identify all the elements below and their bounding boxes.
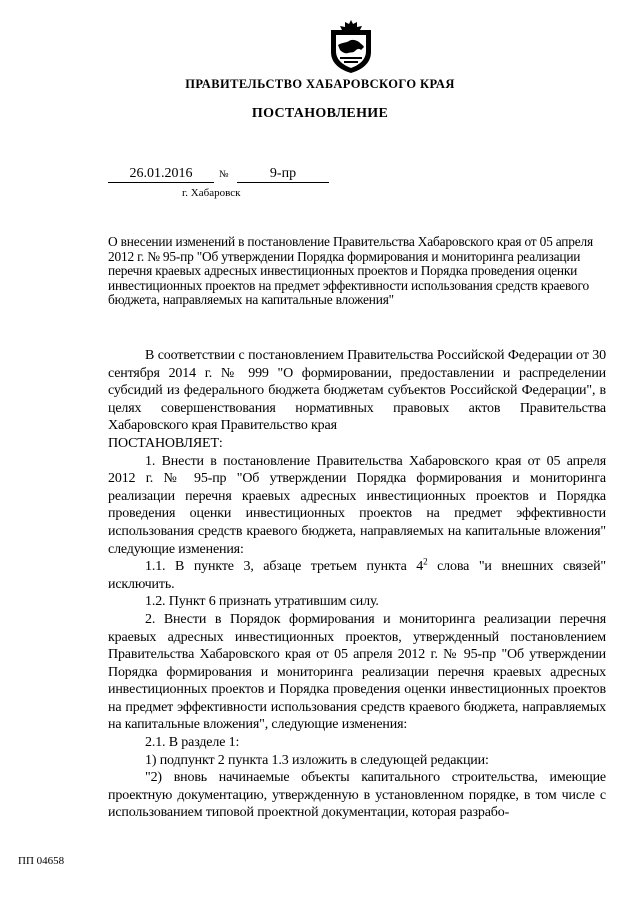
document-body — [108, 347, 606, 822]
paragraph-1-2: 1.2. Пункт 6 признать утратившим силу. — [145, 594, 379, 610]
city: г. Хабаровск — [182, 187, 241, 199]
document-type: ПОСТАНОВЛЕНИЕ — [251, 106, 389, 121]
paragraph-1-1-start: 1.1. В пункте 3, абзаце третьем пункта 4 — [145, 559, 424, 575]
paragraph-1-1-end: слова "и внешних связей" исключить. — [108, 559, 606, 592]
footer-code: ПП 04658 — [18, 855, 65, 867]
paragraph-1: 1. Внести в постановление Правительства Хабаровского края от 05 апреля 2012 г. № 95-пр "Об утверждении Порядка формирования и мониторинга реализации перечня краевых адресных инвестиционных проектов и Порядка проведения оценки инвестиционных проектов на предмет эффективности использования средств краевого бюджета, направляемых на капитальные вложения" следующие изменения: — [108, 453, 606, 557]
paragraph-quote: "2) вновь начинаемые объекты капитального строительства, имеющие проектную документацию, утвержденную в установленном порядке, в том числе с использованием типовой проектной документации, которая разрабо- — [108, 770, 606, 821]
paragraph-2: 2. Внести в Порядок формирования и мониторинга реализации перечня краевых адресных инвестиционных проектов, утвержденный постановлением Правительства Хабаровского края от 05 апреля 2012 г. № 95-пр "Об утверждении Порядка формирования и мониторинга реализации перечня краевых адресных инвестиционных проектов и Порядка проведения оценки инвестиционных проектов на предмет эффективности использования средств краевого бюджета, направляемых на капитальные вложения", следующие изменения: — [108, 611, 606, 733]
coat-of-arms-emblem — [326, 18, 376, 74]
document-date: 26.01.2016 — [108, 165, 214, 183]
document-number: 9-пр — [237, 165, 329, 183]
number-sign: № — [219, 169, 229, 180]
paragraph-2-1: 2.1. В разделе 1: — [145, 735, 240, 751]
superscript: 2 — [423, 556, 428, 567]
resolves-heading: ПОСТАНОВЛЯЕТ: — [108, 435, 223, 451]
paragraph-2-1-1: 1) подпункт 2 пункта 1.3 изложить в следующей редакции: — [145, 752, 489, 768]
paragraph-1-1 — [108, 558, 606, 593]
preamble-paragraph: В соответствии с постановлением Правительства Российской Федерации от 30 сентября 2014 г. № 999 "О формировании, предоставлении и распределении субсидий из федерального бюджета бюджетам субъектов Российской Федерации", в целях совершенствования нормативных правовых актов Правительства Хабаровского края Правительство края — [108, 348, 606, 434]
document-subject: О внесении изменений в постановление Правительства Хабаровского края от 05 апреля 2012 г. № 95-пр "Об утверждении Порядка формирования и мониторинга реализации перечня краевых адресных инвестиционных проектов и Порядка проведения оценки инвестиционных проектов на предмет эффективности использования средств краевого бюджета, направляемых на капитальные вложения" — [108, 234, 593, 308]
government-title: ПРАВИТЕЛЬСТВО ХАБАРОВСКОГО КРАЯ — [185, 77, 455, 91]
